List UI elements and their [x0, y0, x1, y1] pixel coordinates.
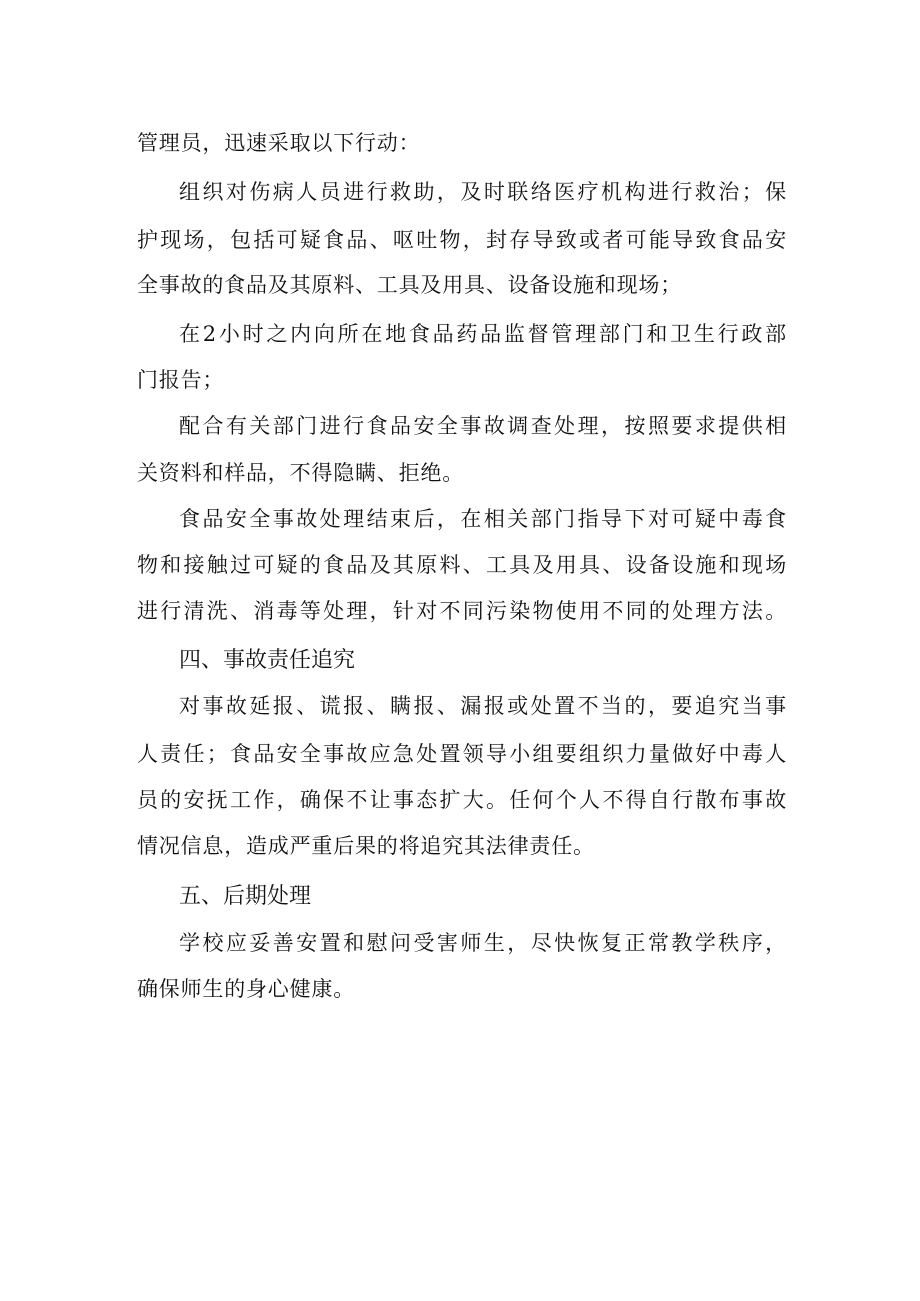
paragraph-line: 进行清洗、消毒等处理，针对不同污染物使用不同的处理方法。 [137, 599, 787, 623]
paragraph-line: 物和接触过可疑的食品及其原料、工具及用具、设备设施和现场 [137, 553, 787, 577]
section-heading: 四、事故责任追究 [179, 648, 356, 673]
paragraph-line: 员的安抚工作，确保不让事态扩大。任何个人不得自行散布事故 [137, 788, 787, 812]
paragraph-line: 全事故的食品及其原料、工具及用具、设备设施和现场； [137, 273, 682, 297]
paragraph-line: 情况信息，造成严重后果的将追究其法律责任。 [137, 834, 595, 858]
paragraph-line: 管理员，迅速采取以下行动： [137, 131, 421, 155]
paragraph-line: 确保师生的身心健康。 [137, 977, 355, 1001]
paragraph-line: 人责任；食品安全事故应急处置领导小组要组织力量做好中毒人 [137, 742, 787, 766]
paragraph-line: 学校应妥善安置和慰问受害师生，尽快恢复正常教学秩序， [179, 931, 787, 955]
section-heading: 五、后期处理 [179, 884, 312, 909]
paragraph-line: 组织对伤病人员进行救助，及时联络医疗机构进行救治；保 [179, 180, 787, 204]
paragraph-line: 食品安全事故处理结束后，在相关部门指导下对可疑中毒食 [179, 507, 787, 531]
paragraph-line: 护现场，包括可疑食品、呕吐物，封存导致或者可能导致食品安 [137, 228, 787, 252]
paragraph-line: 在2小时之内向所在地食品药品监督管理部门和卫生行政部 [179, 322, 787, 346]
paragraph-line: 配合有关部门进行食品安全事故调查处理，按照要求提供相 [179, 414, 787, 438]
paragraph-line: 关资料和样品，不得隐瞒、拒绝。 [137, 461, 464, 485]
paragraph-line: 对事故延报、谎报、瞒报、漏报或处置不当的，要追究当事 [179, 694, 787, 718]
paragraph-line: 门报告； [137, 368, 225, 392]
